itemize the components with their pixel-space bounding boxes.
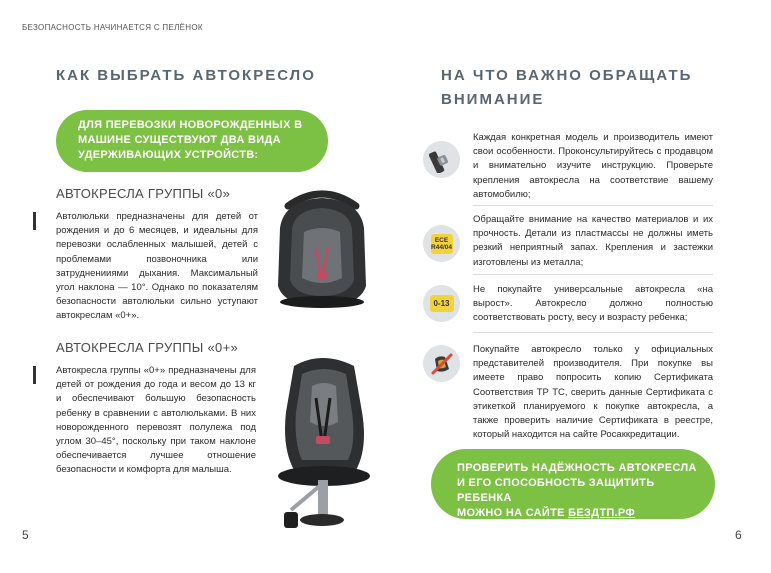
no-unofficial-seller-icon [423, 345, 460, 382]
page-number-left: 5 [22, 528, 29, 542]
infant-carrier-image [270, 188, 374, 310]
running-head: БЕЗОПАСНОСТЬ НАЧИНАЕТСЯ С ПЕЛЁНОК [22, 23, 203, 32]
verification-callout [431, 449, 715, 519]
ece-badge-line2: R44/04 [431, 243, 452, 251]
age-range-badge-icon [423, 285, 460, 322]
group-0-title: АВТОКРЕСЛА ГРУППЫ «0» [56, 186, 231, 201]
page-number-right: 6 [735, 528, 742, 542]
website-link[interactable]: БЕЗДТП.РФ [568, 507, 636, 519]
left-page-title: КАК ВЫБРАТЬ АВТОКРЕСЛО [56, 67, 316, 84]
right-page-title: НА ЧТО ВАЖНО ОБРАЩАТЬ ВНИМАНИЕ [441, 67, 693, 108]
rotating-car-seat-image [264, 352, 380, 530]
tip-divider [473, 274, 713, 275]
ece-certification-badge-icon [423, 225, 460, 262]
tip-2-text: Обращайте внимание на качество материалов и их прочность. Детали из пластмассы не должны иметь резкий неприятный запах. Крепления и застежки изготовлены из металла; [473, 214, 713, 268]
group-0-plus-text-marker [33, 366, 36, 384]
tip-1-text: Каждая конкретная модель и производитель имеют свои особенности. Проконсультируйтесь с продавцом и внимательно изучите инструкцию. Проверьте крепления автокресла на соответствие вашему автомобилю; [473, 132, 713, 200]
cta-line-1: ПРОВЕРИТЬ НАДЁЖНОСТЬ АВТОКРЕСЛА [457, 462, 697, 474]
ece-badge-line1: ECE [434, 236, 449, 244]
group-0-text-marker [33, 212, 36, 230]
age-badge-label: 0-13 [430, 295, 454, 312]
cta-line-3-prefix: МОЖНО НА САЙТЕ [457, 507, 569, 519]
seatbelt-buckle-icon [423, 141, 460, 178]
tip-divider [473, 332, 713, 333]
tip-divider [473, 205, 713, 206]
group-0-description: Автолюльки предназначены для детей от рождения и до 6 месяцев, и идеальны для перевозки ослабленных малышей, детей с проблемами позвоночника или затрудненииями дыхания. Максимальный угол наклона — 10°. Однако по показателям безопасности автолюльки сильно уступают автокреслам «0+». [56, 211, 258, 322]
intro-callout: ДЛЯ ПЕРЕВОЗКИ НОВОРОЖДЕННЫХ В МАШИНЕ СУЩЕСТВУЮТ ДВА ВИДА УДЕРЖИВАЮЩИХ УСТРОЙСТВ: [56, 110, 328, 172]
ece-badge-label [431, 234, 453, 254]
group-0-plus-title: АВТОКРЕСЛА ГРУППЫ «0+» [56, 340, 238, 355]
cta-line-2: И ЕГО СПОСОБНОСТЬ ЗАЩИТИТЬ РЕБЕНКА [457, 477, 655, 504]
tip-3-text: Не покупайте универсальные автокресла «на вырост». Автокресло должно полностью соответствовать росту, весу и возрасту ребенка; [473, 284, 713, 324]
group-0-plus-description: Автокресла группы «0+» предназначены для детей от рождения до года и весом до 13 кг и обеспечивают большую безопасность ребенку в сравнении с автолюльками. В них новорожденного перевозят полулежа под углом 30–45°, поскольку при таком наклоне обеспечивается лучшее отношение безопасности и комфорта для малыша. [56, 365, 256, 476]
cta-line-3 [457, 506, 705, 521]
tip-4-text: Покупайте автокресло только у официальных представителей производителя. При покупке вы имеете право попросить копию Сертификата Соответствия ТР ТС, сверить данные Сертификата с этикеткой планируемого к покупке автокресла, а также проверить наличие Сертификата в реестре, который находится на сайте Росаккредитации. [473, 344, 713, 441]
